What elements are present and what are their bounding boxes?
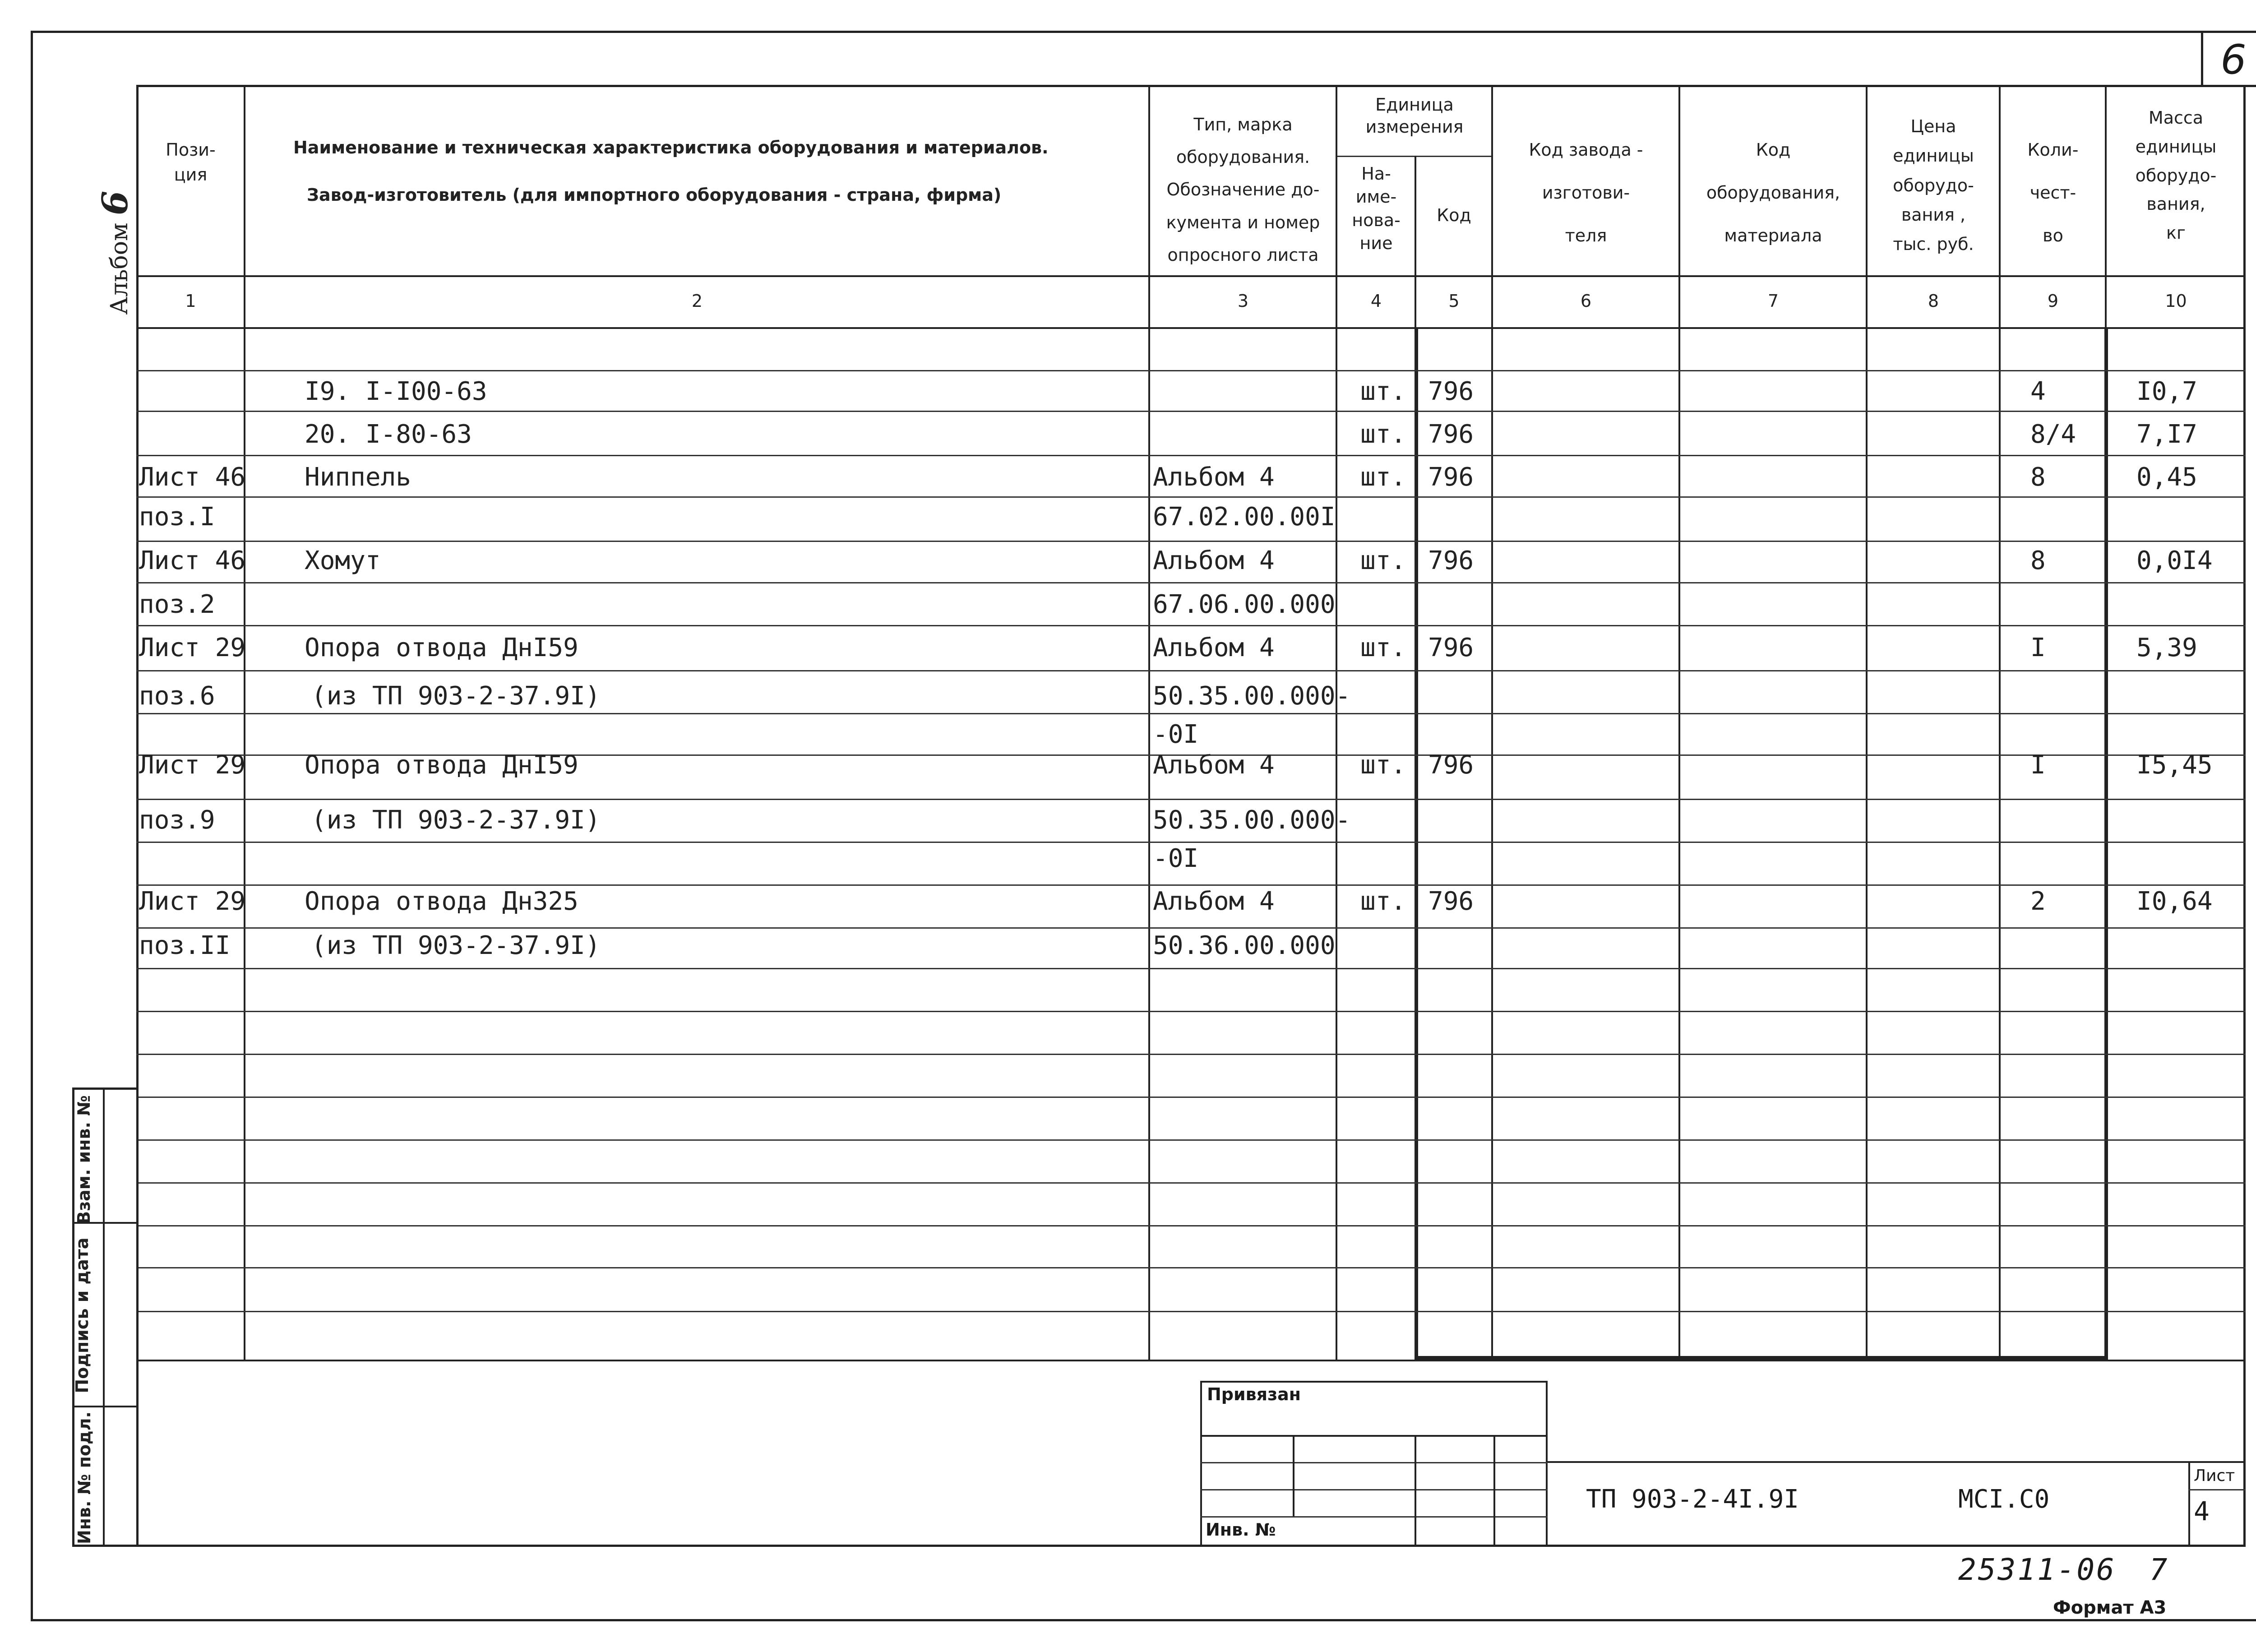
row-line <box>136 411 2246 412</box>
header-unit-group: Единица измерения <box>1365 95 1464 137</box>
privyazan-line-1 <box>1200 1435 1548 1437</box>
cell-c3: Альбом 4 <box>1153 750 1275 780</box>
cell-c3: Альбом 4 <box>1153 633 1275 662</box>
cell-c1: Лист 46 <box>139 546 246 575</box>
cell-c10: 7,I7 <box>2136 420 2197 449</box>
cell-c5: 796 <box>1428 887 1474 916</box>
album-number: 6 <box>95 190 136 215</box>
row-line <box>136 496 2246 498</box>
cell-c5: 796 <box>1428 633 1474 662</box>
cell-c5: 796 <box>1428 420 1474 449</box>
cell-c1: поз.6 <box>139 681 215 711</box>
cell-c5: 796 <box>1428 750 1474 780</box>
side-stamp-inv-podl: Инв. № подл. <box>74 1411 94 1545</box>
row-line <box>136 1182 2246 1184</box>
sheet-number: 4 <box>2194 1496 2210 1527</box>
cell-c1: поз.9 <box>139 805 215 835</box>
privyazan-vline-1 <box>1293 1435 1294 1516</box>
cell-c1: поз.2 <box>139 590 215 619</box>
cell-c2: (из ТП 903-2-37.9I) <box>311 805 601 835</box>
header-col3: Тип, марка оборудования. Обозначение до- кумента и номер опросного листа <box>1166 115 1320 265</box>
cell-c4: шт. <box>1360 546 1406 575</box>
header-col8: Цена единицы оборудо- вания , тыс. руб. <box>1893 116 1974 255</box>
row-line <box>136 582 2246 583</box>
cell-c3: 50.35.00.000- <box>1153 681 1351 711</box>
header-col10: Масса единицы оборудо- вания, кг <box>2135 108 2217 243</box>
row-line <box>136 1139 2246 1141</box>
row-line <box>136 1225 2246 1226</box>
sheet-box-line <box>2188 1489 2246 1490</box>
row-line <box>136 1097 2246 1098</box>
cell-c3: 67.06.00.000 <box>1153 590 1336 619</box>
cell-c9: 8/4 <box>2030 420 2076 449</box>
cell-c4: шт. <box>1360 420 1406 449</box>
row-line <box>136 370 2246 371</box>
cell-c9: 8 <box>2030 546 2046 575</box>
col-line-3 <box>1336 85 1337 1360</box>
cell-c3: Альбом 4 <box>1153 887 1275 916</box>
colnum-6: 6 <box>1580 291 1592 311</box>
col-line-1 <box>244 85 245 1360</box>
colnum-9: 9 <box>2047 291 2059 311</box>
side-stamp-divider <box>103 1087 105 1547</box>
cell-c2: (из ТП 903-2-37.9I) <box>311 681 601 711</box>
colnum-1: 1 <box>185 291 196 311</box>
doc-code: ТП 903-2-4I.9I <box>1586 1485 1799 1514</box>
header-bottom-line <box>136 275 2246 277</box>
cell-c5: 796 <box>1428 377 1474 406</box>
privyazan-line-4 <box>1200 1516 1548 1518</box>
cell-c3: 50.35.00.000- <box>1153 805 1351 835</box>
colnum-4: 4 <box>1370 291 1382 311</box>
cell-c2: Опора отвода ДнI59 <box>305 633 578 662</box>
cell-c4: шт. <box>1360 750 1406 780</box>
row-line <box>136 670 2246 671</box>
cell-c2: 20. I-80-63 <box>305 420 472 449</box>
cell-c2: Ниппель <box>305 463 411 492</box>
cell-c2: I9. I-I00-63 <box>305 377 487 406</box>
cell-c1: поз.II <box>139 931 231 960</box>
header-col9: Коли- чест- во <box>2027 140 2079 245</box>
cell-c1: Лист 29 <box>139 633 246 662</box>
row-line <box>136 1267 2246 1268</box>
cell-c2: Опора отвода Дн325 <box>305 887 578 916</box>
header-col6: Код завода - изготови- теля <box>1529 140 1643 245</box>
col-line-2 <box>1148 85 1150 1360</box>
cell-c10: 0,45 <box>2136 463 2197 492</box>
privyazan-line-3 <box>1200 1489 1548 1490</box>
row-line <box>136 842 2246 843</box>
cell-c10: I0,64 <box>2136 887 2213 916</box>
row-line <box>136 1311 2246 1312</box>
titleblock-top-line <box>1548 1461 2246 1463</box>
privyazan-label: Привязан <box>1207 1384 1301 1404</box>
cell-c5: 796 <box>1428 463 1474 492</box>
cell-c4: шт. <box>1360 887 1406 916</box>
cell-c2: (из ТП 903-2-37.9I) <box>311 931 601 960</box>
colnum-3: 3 <box>1237 291 1249 311</box>
thick-block <box>1415 329 2108 1360</box>
header-col2-line2: Завод-изготовитель (для импортного оборудования - страна, фирма) <box>307 185 1002 205</box>
cell-c3: -0I <box>1153 844 1199 873</box>
colnum-2: 2 <box>691 291 703 311</box>
header-col1: Пози- ция <box>166 140 216 185</box>
row-line <box>136 799 2246 800</box>
cell-c3: -0I <box>1153 720 1199 749</box>
cell-c9: 2 <box>2030 887 2046 916</box>
cell-c3: Альбом 4 <box>1153 463 1275 492</box>
cell-c9: 8 <box>2030 463 2046 492</box>
cell-c9: I <box>2030 633 2046 662</box>
row-line <box>136 625 2246 626</box>
table-body-bottom <box>136 1360 2246 1361</box>
cell-c2: Хомут <box>305 546 381 575</box>
album-label <box>95 185 136 320</box>
archive-number <box>1958 1552 2169 1587</box>
privyazan-vline-3 <box>1493 1435 1495 1547</box>
cell-c1: Лист 29 <box>139 750 246 780</box>
row-line <box>136 968 2246 969</box>
header-col7: Код оборудования, материала <box>1706 140 1840 245</box>
cell-c1: поз.I <box>139 502 215 532</box>
header-col2-line1: Наименование и техническая характеристика оборудования и материалов. <box>293 138 1049 157</box>
cell-c1: Лист 29 <box>139 887 246 916</box>
row-line <box>136 1054 2246 1055</box>
row-line <box>136 1011 2246 1012</box>
colnum-5: 5 <box>1448 291 1460 311</box>
side-stamp-line-2 <box>72 1406 139 1407</box>
row-line <box>136 455 2246 456</box>
privyazan-line-2 <box>1200 1462 1548 1463</box>
cell-c4: шт. <box>1360 633 1406 662</box>
row-line <box>136 713 2246 714</box>
cell-c10: 5,39 <box>2136 633 2197 662</box>
cell-c3: 67.02.00.00I <box>1153 502 1336 532</box>
row-line <box>136 884 2246 886</box>
cell-c10: 0,0I4 <box>2136 546 2213 575</box>
unit-group-line <box>1336 156 1491 157</box>
page-number-top: 6 <box>2220 36 2247 83</box>
sheet-box-divider <box>2188 1461 2190 1547</box>
cell-c5: 796 <box>1428 546 1474 575</box>
side-stamp-podpis: Подпись и дата <box>72 1237 92 1393</box>
cell-c4: шт. <box>1360 377 1406 406</box>
format-label: Формат А3 <box>2053 1597 2167 1618</box>
colnum-10: 10 <box>2165 291 2187 311</box>
row-line <box>136 541 2246 542</box>
cell-c10: I5,45 <box>2136 750 2213 780</box>
colnum-8: 8 <box>1928 291 1939 311</box>
sheet-label: Лист <box>2194 1467 2235 1485</box>
archive-number-main: 25311-06 <box>1958 1552 2116 1587</box>
cell-c3: Альбом 4 <box>1153 546 1275 575</box>
side-stamp-vzam: Взам. инв. № <box>74 1095 94 1224</box>
album-label-text: Альбом <box>106 222 133 315</box>
row-line <box>136 927 2246 929</box>
colnum-7: 7 <box>1767 291 1779 311</box>
archive-number-suffix: 7 <box>2149 1552 2169 1587</box>
header-col5: Код <box>1437 205 1471 225</box>
cell-c4: шт. <box>1360 463 1406 492</box>
cell-c3: 50.36.00.000 <box>1153 931 1336 960</box>
cell-c9: 4 <box>2030 377 2046 406</box>
header-col4: На- име- нова- ние <box>1352 164 1401 253</box>
doc-mark: МСI.С0 <box>1958 1485 2050 1514</box>
cell-c9: I <box>2030 750 2046 780</box>
privyazan-vline-2 <box>1415 1435 1416 1547</box>
cell-c1: Лист 46 <box>139 463 246 492</box>
cell-c2: Опора отвода ДнI59 <box>305 750 578 780</box>
inv-no-label: Инв. № <box>1206 1520 1276 1540</box>
cell-c10: I0,7 <box>2136 377 2197 406</box>
